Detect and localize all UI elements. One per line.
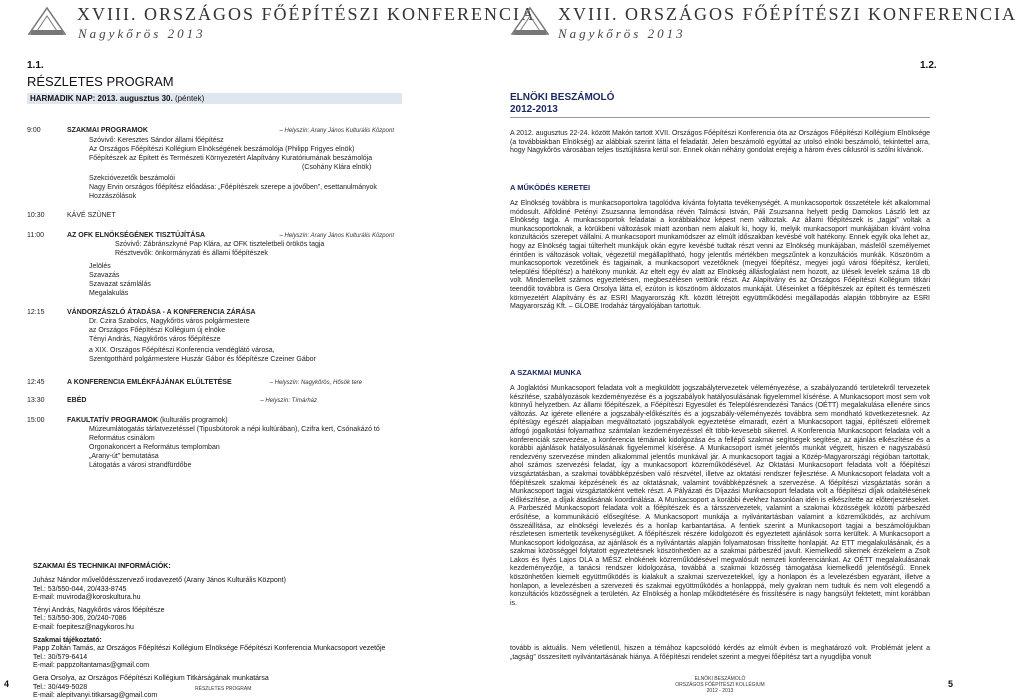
session-line: Orgonakoncert a Református templomban (89, 444, 220, 451)
paragraph: A 2012. augusztus 22-24. között Makón tartott XVII. Országos Főépítészi Konferencia óta az Országos Főépítészi Kollégium Elnöksége (a továbbiakban Elnökség) az alábbiak szerint látta el feladatát. Jelen beszámoló egyúttal az utolsó elnöki beszámoló, tekintettel arra, hogy Nagykőrös városában teljes tisztújításra kerül sor. Ennek okán néhány gondolat erejéig a három éves ciklusról is szólni kívánok. (510, 130, 930, 155)
day-note: (péntek) (174, 94, 205, 103)
location: – Helyszín: Nagykőrös, Hősök tere (269, 380, 362, 386)
footer-line: ELNÖKI BESZÁMOLÓ (694, 676, 746, 682)
paragraph: A Joglaktósi Munkacsoport feladata volt a megküldött jogszabálytervezetek véleményezése, a szabályozandó területekről tervezetek készítése, szabályozások kezdeményezése és a jogszabályok hatályosulásának figyelemmel kísérése. A Munkacsoport most sem volt könnyű helyzetben. Az állami főépítészek, a Főépítészi Egyesület és Településrendezési Tanács (OÉTT) megalakulása ellenére sincs változás. Az igérete ellenére a jogszabály-előkészítés és a jogszabály-véleményezés továbbra sem mondható következetesnek. Az építésügy egészét alapjaiban megváltoztató jogszabályok egyeztetése elmaradt, ezért a Munkacsoport tagjai, építészeti előremelt átfogó jogalkotási folyamathoz számtalan kezdeményezéssel élt több-kevesebb sikerrel. A Konferencia Munkacsoport feladata volt a konferenciák szervezése, a konferencia témáinak kidolgozása és a fellépő szakmai segítségek segítése, az ajánlás elkészítése és a korábbi ajánlások hatályosulásának figyelemmel kísérése. A Munkacsoport ismét jelentős munkát végzett, hiszen e nagyszabású rendezvény szervezése minden alkalommal jelentős munkával jár. A munkacsoport tagjai a Közép-Magyarországi régióban tartottak, ahol számos szervezési feladat, így a munkacsoport közreműködésével. Az Oktatási Munkacsoport feladata volt a főépítészi vizsgáztatásban, a szakmai továbbképzésben való részvétel, illetve az oktatási rendszer fejlesztése. A Munkacsoport feladata volt a főépítészek szakmai képzésének és az oktatásnak, valamint továbbképzésnek a szervezése. A főépítészi vizsgáztatás során a Munkacsoport tagjai vizsgáztatóként vettek részt. A Pályázati és Díjazási Munkacsoport feladata volt a főépítészi díjak odaítélésének előkészítése, a díjak átadásának koordinálása. A Munkacsoport a korábbi évekhez hasonlóan idén is elkészítette az előterjesztéseket. A Parbeszéd Munkacsoport feladata volt a főépítészek és a társszervezetek, valamint a szakmai közösségek közötti párbeszéd erősítése, a kommunikáció elősegítése. A Munkacsoport munkája a nyilvántartásban valamint a közreműködés, az archívum összeállítása, az elnökségi levelezés és a honlap karbantartása. A fentiek szerint a Munkacsoport tagjai a beszámolójukban részletesen ismertetik tevékenységüket. A főépítészek részére kidolgozott és egyeztetett ajánlások sorra kerültek. A Munkacsoport a Munkacsoport kidolgozása, az ajánlások és a nyilvántartás alapján folyamatosan frissítette honlapját. Az ETT megalakulásának, és a szakmai közösséggel folytatott egyeztetésnek köszönhetően az a szakmai párbeszéd javult. Kiemelkedő sikernek érzékelem a Zsolt Lakos és Ilyés Lajos DLA a MÉSZ elnökének közreműködésével megvalósult nemzeti konferenciánkat. Az OÉTT megalakulásának kezdeményezője, a tanácsi rendszer kidolgozása, továbbá a szakmai közösség támogatása kiemelkedő jelentőségű. Ennek köszönhetően kiemelt együttműködés is kialakult a szakmai szervezetekkel, így a honlapon és a levelezésben egyaránt, illetve a honlapon, a levelezésben a szervezeti és szakmai együttműködés a honlapppá, mely gyakran nem tudtuk és nem volt elegendő a konzultációs közösségnek a területén. Az Elnökség a honlap működtetésére és frissítésére is nagy hangsúlyt fektetett, mint korábban is. (510, 385, 930, 607)
time-12-15: 12:15 (27, 309, 45, 316)
session-heading-main: FAKULTATÍV PROGRAMOK (67, 417, 158, 424)
section-number: 1.2. (920, 60, 937, 71)
session-line: Tényi András, Nagykőrös város főépítésze (89, 336, 221, 343)
location: – Helyszín: Arany János Kulturális Központ (279, 233, 394, 239)
right-page (480, 0, 1017, 694)
session-heading: SZAKMAI PROGRAMOK (67, 127, 148, 134)
title-rule (510, 117, 930, 118)
session-line: Megalakulás (89, 290, 129, 297)
program-title: RÉSZLETES PROGRAM (27, 74, 174, 89)
contact-line: E-mail: alepitvanyi.titkarsag@gmail.com (33, 691, 158, 699)
session-line: Főépítészek az Épített és Természeti Környezetért Alapítvány Kuratóriumának beszámolója (89, 155, 373, 162)
paragraph: Az Elnökség továbbra is munkacsoportokra tagolódva kívánta folytatta tevékenységét. A munkacsoportok összetétele két alkalommal módosult. Alföldiné Petényi Zsuzsanna lemondása révén Talmácsi István, Páli Zsuzsanna helyett pedig Damokos László lett az Elnökség tagja. A munkacsoportok feladatai a korábbiakhoz képest nem változtak. Az állami főépítészek is „tagjai” voltak a munkacsoportoknak, a körükbeni változások miatt azonban nem alakult ki, hogy ki, melyik munkacsoport munkájában kívánt volna konzultációs szerepet vállalni. A munkacsoport munkamódszer az elmúlt időszakban kevésbé volt hatékony. Ennek egyik oka lehet az, hogy az Elnökség tagjai túlterhelt munkájuk okán egyre kevésbé tudtak részt venni az Elnökség munkájában, másfelől személyemet érintően is változások voltak, végezetül megállapítható, hogy jelentős mértékben megszűntek a konzultációs munkák. Köszönöm a munkacsoportok vezetőinek és tagjainak, a munkacsoport vezetőknek (megyei főépítész, megyei jogú városi főépítész, kerületi, települési főépítész) a hatékony munkát. Az eltelt egy év alatt az Elnökség állásfoglalást nem hozott, az ülések levelek száma 18 db volt. Mindemellett számos egyeztetésen, megbeszélésen vettünk részt. Az Alapítvány és az Országos Főépítészi Kollégium titkári teendőit továbbra is Gera Orsolya látta el, ezúton is köszönöm áldozatos munkáját. Üléseinket a főépítészek az épített és természeti környezetért Alapítvány és az ESRI Magyarország Kft. között létrejött együttműködési megállapodás alapján többnyire az ESRI Magyarország Kft. – GLOBE Irodaház tárgyalójában tartottuk. (510, 200, 930, 311)
session-line: Múzeumlátogatás tárlatvezetéssel (Tipusbútorok a népi kultúrában), Czifra kert, Csónakázó tó (89, 426, 380, 433)
page-number: 5 (948, 679, 954, 689)
location: – Helyszín: Tímárház (260, 398, 317, 404)
session-line: az Országos Főépítészi Kollégium új elnöke (89, 327, 226, 334)
contact-line: E-mail: foepitesz@nagykoros.hu (33, 623, 134, 631)
session-heading: AZ OFK ELNÖKSÉGÉNEK TISZTÚJÍTÁSA (67, 232, 206, 239)
time-15-00: 15:00 (27, 417, 45, 424)
session-line: a XIX. Országos Főépítészi Konferencia vendéglátó városa, (89, 347, 275, 354)
time-10-30: 10:30 (27, 212, 45, 219)
session-line: Jelölés (89, 263, 111, 270)
footer-line: 2012 - 2013 (706, 688, 734, 694)
contact-line: Tel.: 53/550-306, 20/240-7086 (33, 615, 127, 623)
contact-line: Juhász Nándor művelődésszervező irodavezető (Arany János Kulturális Központ) (33, 577, 286, 585)
day-label: HARMADIK NAP: 2013. augusztus 30. (30, 94, 173, 103)
session-line: Szóvivő: Keresztes Sándor állami főépítész (89, 137, 224, 144)
session-line: Szavazás (89, 272, 120, 279)
paragraph: tovább is aktuális. Nem véletlenül, hiszen a témához kapcsolódó kérdés az elmúlt évben is meghatározó volt. Problémát jelent a „tagság” összesített nyilvántartásának hiánya. A főépítészi rendelet szerint a megyei főépítész tart a nyugdíjba vonult (510, 645, 930, 661)
session-line: (Csohány Klára elnök) (302, 164, 372, 171)
subheading: A SZAKMAI MUNKA (510, 368, 582, 377)
header-subtitle: Nagykőrös 2013 (78, 26, 206, 41)
time-9-00: 9:00 (27, 127, 41, 134)
header-title: XVIII. ORSZÁGOS FŐÉPÍTÉSZI KONFERENCIA (558, 4, 1017, 24)
session-heading: A KONFERENCIA EMLÉKFÁJÁNAK ELÜLTETÉSE (67, 379, 232, 386)
contact-block (33, 563, 386, 700)
session-line: „Arany-út” bemutatása (89, 453, 159, 460)
day-bar (27, 93, 402, 104)
contact-line: E-mail: muvirodа@koroskultura.hu (33, 593, 141, 601)
contact-line: Szakmai tájékoztató: (33, 637, 102, 645)
session-line: Látogatás a városi strandfürdőbe (89, 462, 192, 469)
session-line: Hozzászólások (89, 193, 137, 200)
header-title: XVIII. ORSZÁGOS FŐÉPÍTÉSZI KONFERENCIA (77, 4, 537, 24)
section-number: 1.1. (27, 60, 44, 71)
time-11-00: 11:00 (27, 232, 44, 239)
session-line: Szekcióvezetők beszámolói (89, 175, 175, 182)
conference-logo-icon (27, 6, 67, 38)
session-heading-note: (kulturális programok) (159, 417, 228, 424)
coffee-break: KÁVÉ SZÜNET (67, 212, 116, 219)
time-13-30: 13:30 (27, 397, 45, 404)
session-heading: VÁNDORZÁSZLÓ ÁTADÁSA - A KONFERENCIA ZÁRÁSA (67, 309, 256, 316)
conference-logo-icon (510, 6, 550, 38)
contact-line: Gera Orsolya, az Országos Főépítészi Kollégium Titkárságának munkatársa (33, 675, 269, 683)
time-12-45: 12:45 (27, 379, 45, 386)
footer-text: RÉSZLETES PROGRAM (195, 686, 252, 692)
session-line: Szentgotthárd polgármestere Huszár Gábor és főépítésze Czeiner Gábor (89, 356, 316, 363)
page-number: 4 (4, 679, 10, 689)
contact-line: Tel.: 30/579-6414 (33, 653, 88, 661)
session-line: Dr. Czira Szabolcs, Nagykőrös város polgármestere (89, 318, 250, 325)
session-line: Szavazat számlálás (89, 281, 151, 288)
session-line: Az Országos Főépítészi Kollégium Elnökségének beszámolója (Philipp Frigyes elnök) (89, 146, 355, 153)
footer (660, 676, 780, 694)
footer-line: ORSZÁGOS FŐÉPÍTÉSZI KOLLÉGIUM (675, 682, 765, 688)
contact-line: Tel.: 30/449-5028 (33, 683, 88, 691)
session-line: Nagy Ervin országos főépítész előadása: „Főépítészek szerepe a jövőben”, esettanulmányok (89, 184, 377, 191)
contact-line: Tel.: 53/550-044, 20/433-8745 (33, 585, 127, 593)
schedule (27, 126, 407, 556)
contact-line: Tényi András, Nagykőrös város főépítésze (33, 607, 165, 615)
report-subtitle: 2012-2013 (510, 104, 558, 115)
session-line: Résztvevők: önkormányzati és állami főépítészek (115, 250, 268, 257)
contact-line: Papp Zoltán Tamás, az Országos Főépítészi Kollégium Elnöksége Főépítészi Konferencia Munkacsoport vezetője (33, 645, 386, 653)
session-line: Szóvivő: Zábránszkyné Pap Klára, az OFK tiszteletbeli örökös tagja (115, 241, 325, 248)
contact-line: E-mail: pappzoltantamas@gmail.com (33, 661, 150, 669)
location: – Helyszín: Arany János Kulturális Központ (279, 128, 394, 134)
header-subtitle: Nagykőrös 2013 (558, 26, 686, 41)
contact-title: SZAKMAI ÉS TECHNIKAI INFORMÁCIÓK: (33, 563, 171, 570)
subheading: A MŰKÖDÉS KERETEI (510, 183, 591, 192)
session-heading: EBÉD (67, 397, 87, 404)
session-heading (67, 416, 228, 425)
report-title: ELNÖKI BESZÁMOLÓ (510, 92, 615, 103)
session-line: Református csinálom (89, 435, 155, 442)
